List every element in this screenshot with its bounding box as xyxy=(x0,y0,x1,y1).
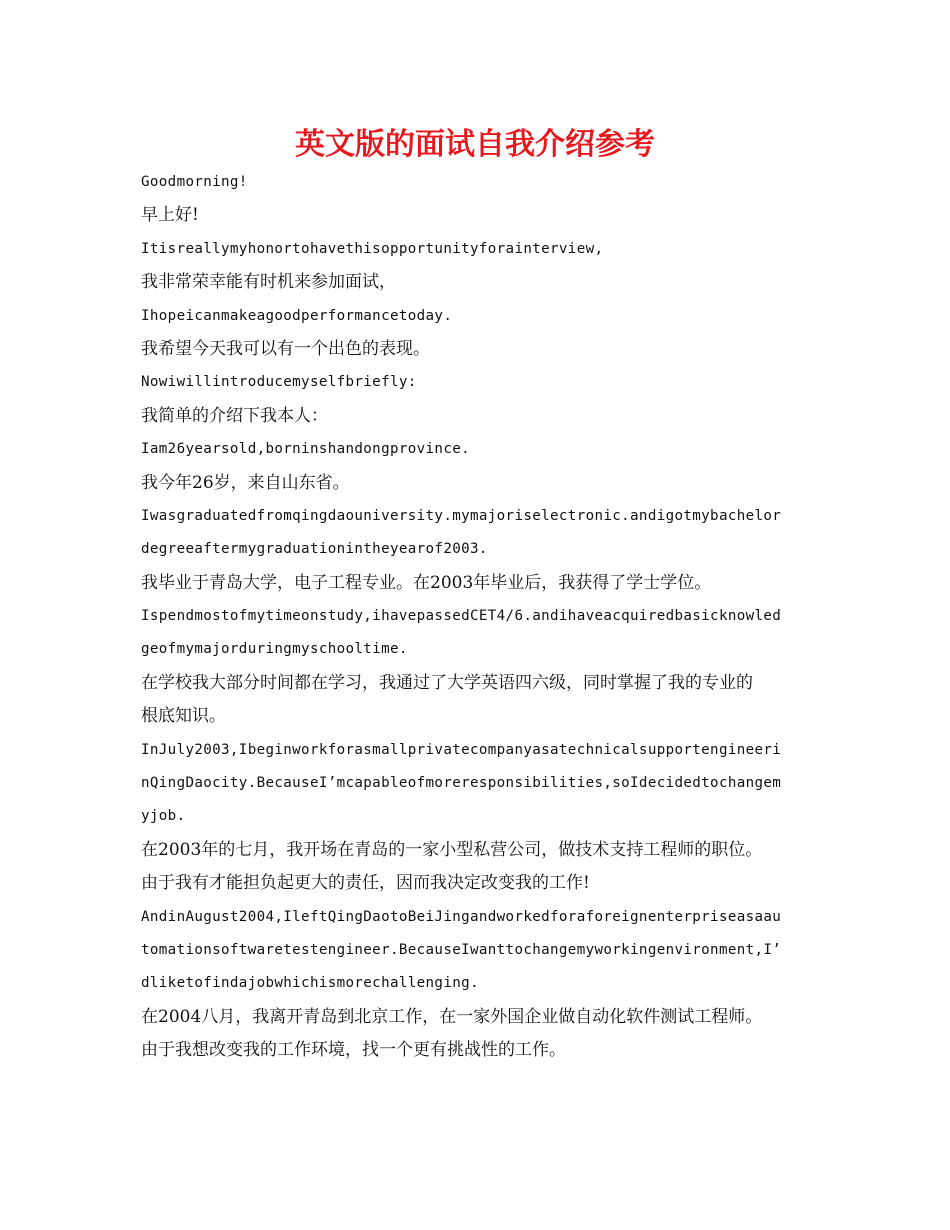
text-line: 早上好! xyxy=(141,205,199,226)
text-line: Goodmorning! xyxy=(141,174,248,190)
text-line: 在2003年的七月，我开场在青岛的一家小型私营公司，做技术支持工程师的职位。 xyxy=(141,839,763,860)
text-line: Iam26yearsold,borninshandongprovince. xyxy=(141,441,470,458)
text-line: 我今年26岁，来自山东省。 xyxy=(141,472,350,493)
document-body xyxy=(141,166,831,1068)
text-line: Itisreallymyhonortohavethisopportunityforainterview, xyxy=(141,240,604,257)
text-line: InJuly2003,Ibeginworkforasmallprivatecompanyasatechnicalsupportengineeri xyxy=(141,741,782,758)
text-line: AndinAugust2004,IleftQingDaotoBeiJingandworkedforaforeignenterpriseasaau xyxy=(141,908,782,925)
text-line: Nowiwillintroducemyselfbriefly: xyxy=(141,374,417,391)
text-line: nQingDaocity.BecauseI’mcapableofmoreresponsibilities,soIdecidedtochangem xyxy=(141,775,782,792)
text-line: degreeaftermygraduationintheyearof2003. xyxy=(141,541,488,558)
text-line: 由于我想改变我的工作环境，找一个更有挑战性的工作。 xyxy=(141,1040,566,1061)
text-line: yjob. xyxy=(141,808,186,825)
text-line: Ihopeicanmakeagoodperformancetoday. xyxy=(141,307,453,324)
text-line: 根底知识。 xyxy=(141,706,226,727)
text-line: tomationsoftwaretestengineer.BecauseIwanttochangemyworkingenvironment,I’ xyxy=(141,941,782,958)
text-line: dliketofindajobwhichismorechallenging. xyxy=(141,975,479,992)
text-line: 我希望今天我可以有一个出色的表现。 xyxy=(141,338,430,359)
text-line: 我简单的介绍下我本人： xyxy=(141,405,328,426)
text-line: 我毕业于青岛大学，电子工程专业。在2003年毕业后，我获得了学士学位。 xyxy=(141,572,712,593)
text-line: geofmymajorduringmyschooltime. xyxy=(141,641,408,658)
document-title: 英文版的面试自我介绍参考 xyxy=(295,127,655,162)
text-line: 在2004八月，我离开青岛到北京工作，在一家外国企业做自动化软件测试工程师。 xyxy=(141,1006,763,1027)
text-line: Iwasgraduatedfromqingdaouniversity.mymajoriselectronic.andigotmybachelor xyxy=(141,507,782,524)
text-line: 我非常荣幸能有时机来参加面试， xyxy=(141,272,396,293)
text-line: 由于我有才能担负起更大的责任，因而我决定改变我的工作! xyxy=(141,873,590,894)
text-line: 在学校我大部分时间都在学习，我通过了大学英语四六级，同时掌握了我的专业的 xyxy=(141,672,753,693)
text-line: Ispendmostofmytimeonstudy,ihavepassedCET4/6.andihaveacquiredbasicknowled xyxy=(141,608,782,625)
